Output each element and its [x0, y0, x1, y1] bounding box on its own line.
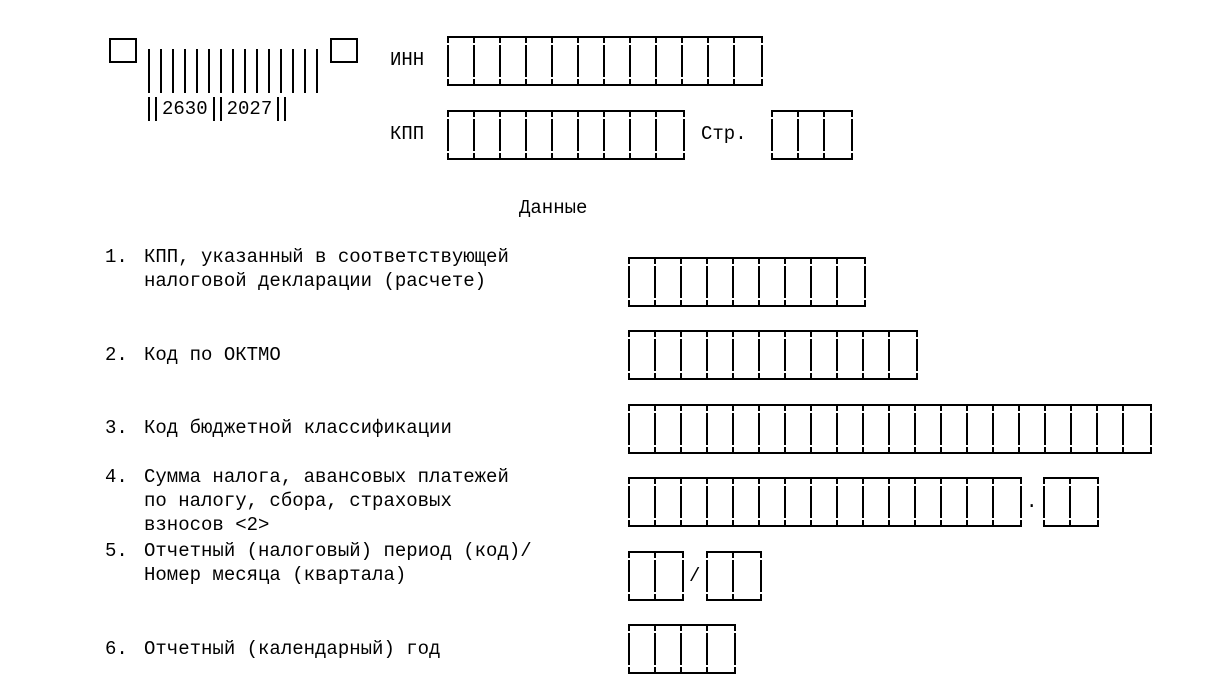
input-cell[interactable] [968, 406, 994, 452]
period-code-field[interactable] [628, 551, 684, 601]
input-cell[interactable] [475, 112, 501, 158]
input-cell[interactable] [838, 406, 864, 452]
input-cell[interactable] [605, 38, 631, 84]
item-label-line: Отчетный (календарный) год [144, 638, 441, 660]
input-cell[interactable] [1098, 406, 1124, 452]
item-number: 6. [105, 638, 128, 660]
input-cell[interactable] [734, 479, 760, 525]
input-cell[interactable] [501, 38, 527, 84]
item-label-line: Сумма налога, авансовых платежей [144, 466, 509, 488]
input-cell[interactable] [630, 626, 656, 672]
reporting-year-field[interactable] [628, 624, 736, 674]
input-cell[interactable] [864, 332, 890, 378]
page-label: Стр. [701, 123, 747, 145]
input-cell[interactable] [631, 112, 657, 158]
input-cell[interactable] [838, 479, 864, 525]
item-number: 1. [105, 246, 128, 268]
page-number-field[interactable] [771, 110, 853, 160]
input-cell[interactable] [630, 406, 656, 452]
item-label-line: Номер месяца (квартала) [144, 564, 407, 586]
input-cell[interactable] [760, 259, 786, 305]
input-cell[interactable] [656, 406, 682, 452]
input-cell[interactable] [1046, 406, 1072, 452]
input-cell[interactable] [708, 406, 734, 452]
input-cell[interactable] [682, 406, 708, 452]
input-cell[interactable] [864, 479, 890, 525]
item-label-line: Код бюджетной классификации [144, 417, 452, 439]
barcode-code [148, 97, 291, 121]
input-cell[interactable] [682, 479, 708, 525]
input-cell[interactable] [734, 332, 760, 378]
input-cell[interactable] [786, 332, 812, 378]
input-cell[interactable] [630, 259, 656, 305]
input-cell[interactable] [1072, 406, 1098, 452]
input-cell[interactable] [1045, 479, 1071, 525]
section-title: Данные [519, 197, 588, 219]
input-cell[interactable] [734, 259, 760, 305]
input-cell[interactable] [799, 112, 825, 158]
input-cell[interactable] [630, 332, 656, 378]
item-label-line: взносов <2> [144, 514, 270, 536]
input-cell[interactable] [656, 332, 682, 378]
input-cell[interactable] [734, 406, 760, 452]
input-cell[interactable] [812, 406, 838, 452]
input-cell[interactable] [656, 479, 682, 525]
kbk-field[interactable] [628, 404, 1152, 454]
input-cell[interactable] [1071, 479, 1097, 525]
input-cell[interactable] [579, 38, 605, 84]
input-cell[interactable] [708, 626, 734, 672]
item-number: 3. [105, 417, 128, 439]
input-cell[interactable] [942, 479, 968, 525]
input-cell[interactable] [553, 112, 579, 158]
barcode-corner-marker-left [109, 38, 137, 63]
input-cell[interactable] [475, 38, 501, 84]
input-cell[interactable] [1020, 406, 1046, 452]
input-cell[interactable] [890, 332, 916, 378]
input-cell[interactable] [708, 479, 734, 525]
item-number: 5. [105, 540, 128, 562]
input-cell[interactable] [734, 553, 760, 599]
tax-amount-fraction-field[interactable] [1043, 477, 1099, 527]
input-cell[interactable] [683, 38, 709, 84]
input-cell[interactable] [657, 38, 683, 84]
kpp-label: КПП [390, 123, 425, 145]
tax-amount-integer-field[interactable] [628, 477, 1022, 527]
input-cell[interactable] [760, 479, 786, 525]
barcode-corner-marker-right [330, 38, 358, 63]
input-cell[interactable] [786, 479, 812, 525]
input-cell[interactable] [630, 479, 656, 525]
input-cell[interactable] [709, 38, 735, 84]
item-number: 4. [105, 466, 128, 488]
input-cell[interactable] [579, 112, 605, 158]
input-cell[interactable] [838, 259, 864, 305]
input-cell[interactable] [1124, 406, 1150, 452]
input-cell[interactable] [656, 553, 682, 599]
item-number: 2. [105, 344, 128, 366]
input-cell[interactable] [812, 479, 838, 525]
input-cell[interactable] [553, 38, 579, 84]
item-label-line: Отчетный (налоговый) период (код)/ [144, 540, 532, 562]
item-label-line: КПП, указанный в соответствующей [144, 246, 509, 268]
item-label-line: по налогу, сбора, страховых [144, 490, 452, 512]
inn-label: ИНН [390, 49, 425, 71]
input-cell[interactable] [631, 38, 657, 84]
input-cell[interactable] [527, 112, 553, 158]
inn-field[interactable] [447, 36, 763, 86]
item-label-line: налоговой декларации (расчете) [144, 270, 487, 292]
input-cell[interactable] [708, 553, 734, 599]
input-cell[interactable] [812, 259, 838, 305]
item-label-line: Код по ОКТМО [144, 344, 281, 366]
input-cell[interactable] [501, 112, 527, 158]
input-cell[interactable] [449, 112, 475, 158]
input-cell[interactable] [838, 332, 864, 378]
kpp-field[interactable] [447, 110, 685, 160]
input-cell[interactable] [825, 112, 851, 158]
input-cell[interactable] [682, 626, 708, 672]
oktmo-field[interactable] [628, 330, 918, 380]
input-cell[interactable] [735, 38, 761, 84]
input-cell[interactable] [942, 406, 968, 452]
input-cell[interactable] [657, 112, 683, 158]
declaration-kpp-field[interactable] [628, 257, 866, 307]
input-cell[interactable] [773, 112, 799, 158]
input-cell[interactable] [994, 406, 1020, 452]
decimal-point: . [1026, 491, 1038, 513]
input-cell[interactable] [890, 406, 916, 452]
input-cell[interactable] [890, 479, 916, 525]
input-cell[interactable] [760, 332, 786, 378]
barcode-number: 2630 [162, 98, 208, 120]
month-number-field[interactable] [706, 551, 762, 601]
input-cell[interactable] [786, 259, 812, 305]
input-cell[interactable] [656, 626, 682, 672]
input-cell[interactable] [916, 479, 942, 525]
input-cell[interactable] [812, 332, 838, 378]
input-cell[interactable] [916, 406, 942, 452]
input-cell[interactable] [786, 406, 812, 452]
input-cell[interactable] [449, 38, 475, 84]
input-cell[interactable] [760, 406, 786, 452]
input-cell[interactable] [630, 553, 656, 599]
input-cell[interactable] [708, 259, 734, 305]
period-separator: / [689, 565, 701, 587]
input-cell[interactable] [968, 479, 994, 525]
barcode [148, 49, 328, 93]
input-cell[interactable] [682, 332, 708, 378]
input-cell[interactable] [605, 112, 631, 158]
input-cell[interactable] [527, 38, 553, 84]
barcode-number: 2027 [226, 98, 273, 120]
input-cell[interactable] [708, 332, 734, 378]
input-cell[interactable] [994, 479, 1020, 525]
input-cell[interactable] [682, 259, 708, 305]
input-cell[interactable] [864, 406, 890, 452]
input-cell[interactable] [656, 259, 682, 305]
